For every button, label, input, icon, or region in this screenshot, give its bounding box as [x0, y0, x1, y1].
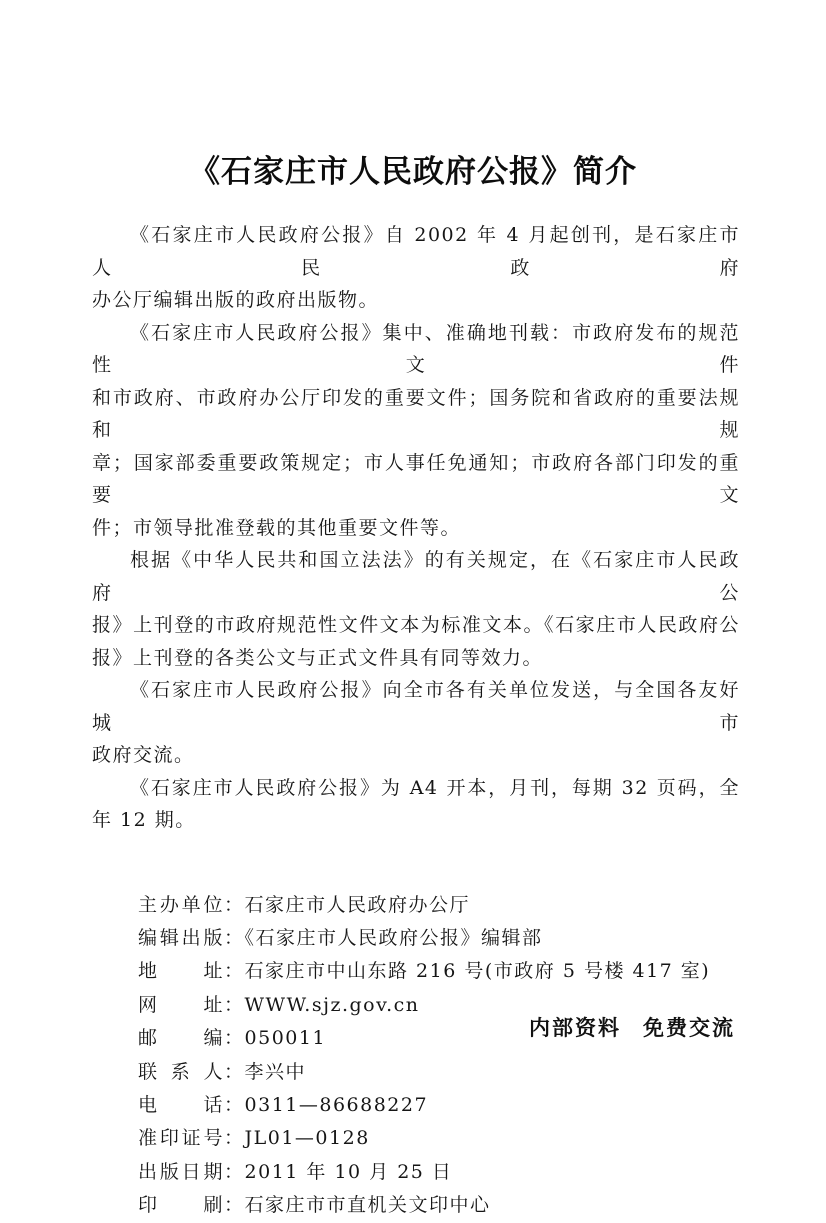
footer-note [529, 1012, 735, 1042]
info-separator: ： [224, 1093, 245, 1116]
info-row-publisher [138, 922, 740, 955]
info-label: 准印证号 [138, 1127, 224, 1150]
info-value: WWW.sjz.gov.cn [244, 993, 420, 1016]
info-value: 石家庄市中山东路 216 号(市政府 5 号楼 417 室) [244, 960, 711, 983]
footer-note-internal: 内部资料 [529, 1016, 621, 1040]
info-row-printer [138, 1189, 740, 1222]
paragraph-line: 件；市领导批准登载的其他重要文件等。 [92, 516, 462, 539]
info-value: 石家庄市人民政府办公厅 [244, 893, 471, 916]
info-separator: ： [224, 1027, 245, 1050]
colophon-info-list [138, 889, 740, 1223]
footer-note-free-exchange: 免费交流 [643, 1016, 735, 1040]
intro-body [92, 219, 740, 837]
paragraph-line: 根据《中华人民共和国立法法》的有关规定，在《石家庄市人民政府公 [92, 549, 740, 604]
info-label: 电话 [138, 1093, 224, 1116]
info-row-pubdate [138, 1156, 740, 1189]
info-separator: ： [224, 926, 245, 949]
info-value: 0311—86688227 [244, 1093, 429, 1116]
paragraph-line: 章；国家部委重要政策规定；市人事任免通知；市政府各部门印发的重要文 [92, 451, 740, 506]
info-label: 印刷 [138, 1194, 224, 1217]
paragraph-line: 《石家庄市人民政府公报》集中、准确地刊载：市政府发布的规范性文件 [92, 321, 740, 376]
paragraph [92, 219, 740, 317]
info-value: 050011 [244, 1027, 327, 1050]
paragraph [92, 544, 740, 674]
info-label: 地址 [138, 960, 224, 983]
info-value: 《石家庄市人民政府公报》编辑部 [244, 926, 543, 949]
info-label: 联系人 [138, 1060, 224, 1083]
paragraph-line: 报》上刊登的市政府规范性文件文本为标准文本。《石家庄市人民政府公 [92, 614, 740, 636]
info-row-phone [138, 1089, 740, 1122]
info-row-contact [138, 1056, 740, 1089]
info-row-address [138, 955, 740, 988]
info-value: 李兴中 [244, 1060, 307, 1083]
info-value: JL01—0128 [244, 1127, 370, 1150]
info-label: 出版日期 [138, 1160, 224, 1183]
info-row-license [138, 1122, 740, 1155]
paragraph-line: 政府交流。 [92, 744, 195, 766]
paragraph-line: 办公厅编辑出版的政府出版物。 [92, 289, 380, 311]
info-separator: ： [224, 960, 245, 983]
info-separator: ： [224, 993, 245, 1016]
info-label: 编辑出版 [138, 926, 224, 949]
info-separator: ： [224, 1160, 245, 1183]
info-label: 网址 [138, 993, 224, 1016]
info-separator: ： [224, 1194, 245, 1217]
paragraph-line: 报》上刊登的各类公文与正式文件具有同等效力。 [92, 646, 544, 669]
info-separator: ： [224, 1060, 245, 1083]
info-value: 2011 年 10 月 25 日 [244, 1160, 453, 1183]
info-separator: ： [224, 893, 245, 916]
paragraph [92, 317, 740, 545]
paragraph-line: 和市政府、市政府办公厅印发的重要文件；国务院和省政府的重要法规和规 [92, 386, 740, 441]
paragraph-line: 《石家庄市人民政府公报》自 2002 年 4 月起创刊，是石家庄市人民政府 [92, 224, 740, 279]
paragraph [92, 772, 740, 837]
info-value: 石家庄市市直机关文印中心 [244, 1194, 491, 1217]
page-title: 《石家庄市人民政府公报》简介 [189, 154, 637, 190]
info-label: 邮编 [138, 1027, 224, 1050]
info-label: 主办单位 [138, 893, 224, 916]
info-separator: ： [224, 1127, 245, 1150]
info-row-organizer [138, 889, 740, 922]
paragraph-line: 《石家庄市人民政府公报》向全市各有关单位发送，与全国各友好城市 [92, 679, 740, 734]
paragraph [92, 674, 740, 772]
paragraph-line: 《石家庄市人民政府公报》为 A4 开本，月刊，每期 32 页码，全年 12 期。 [92, 776, 740, 831]
